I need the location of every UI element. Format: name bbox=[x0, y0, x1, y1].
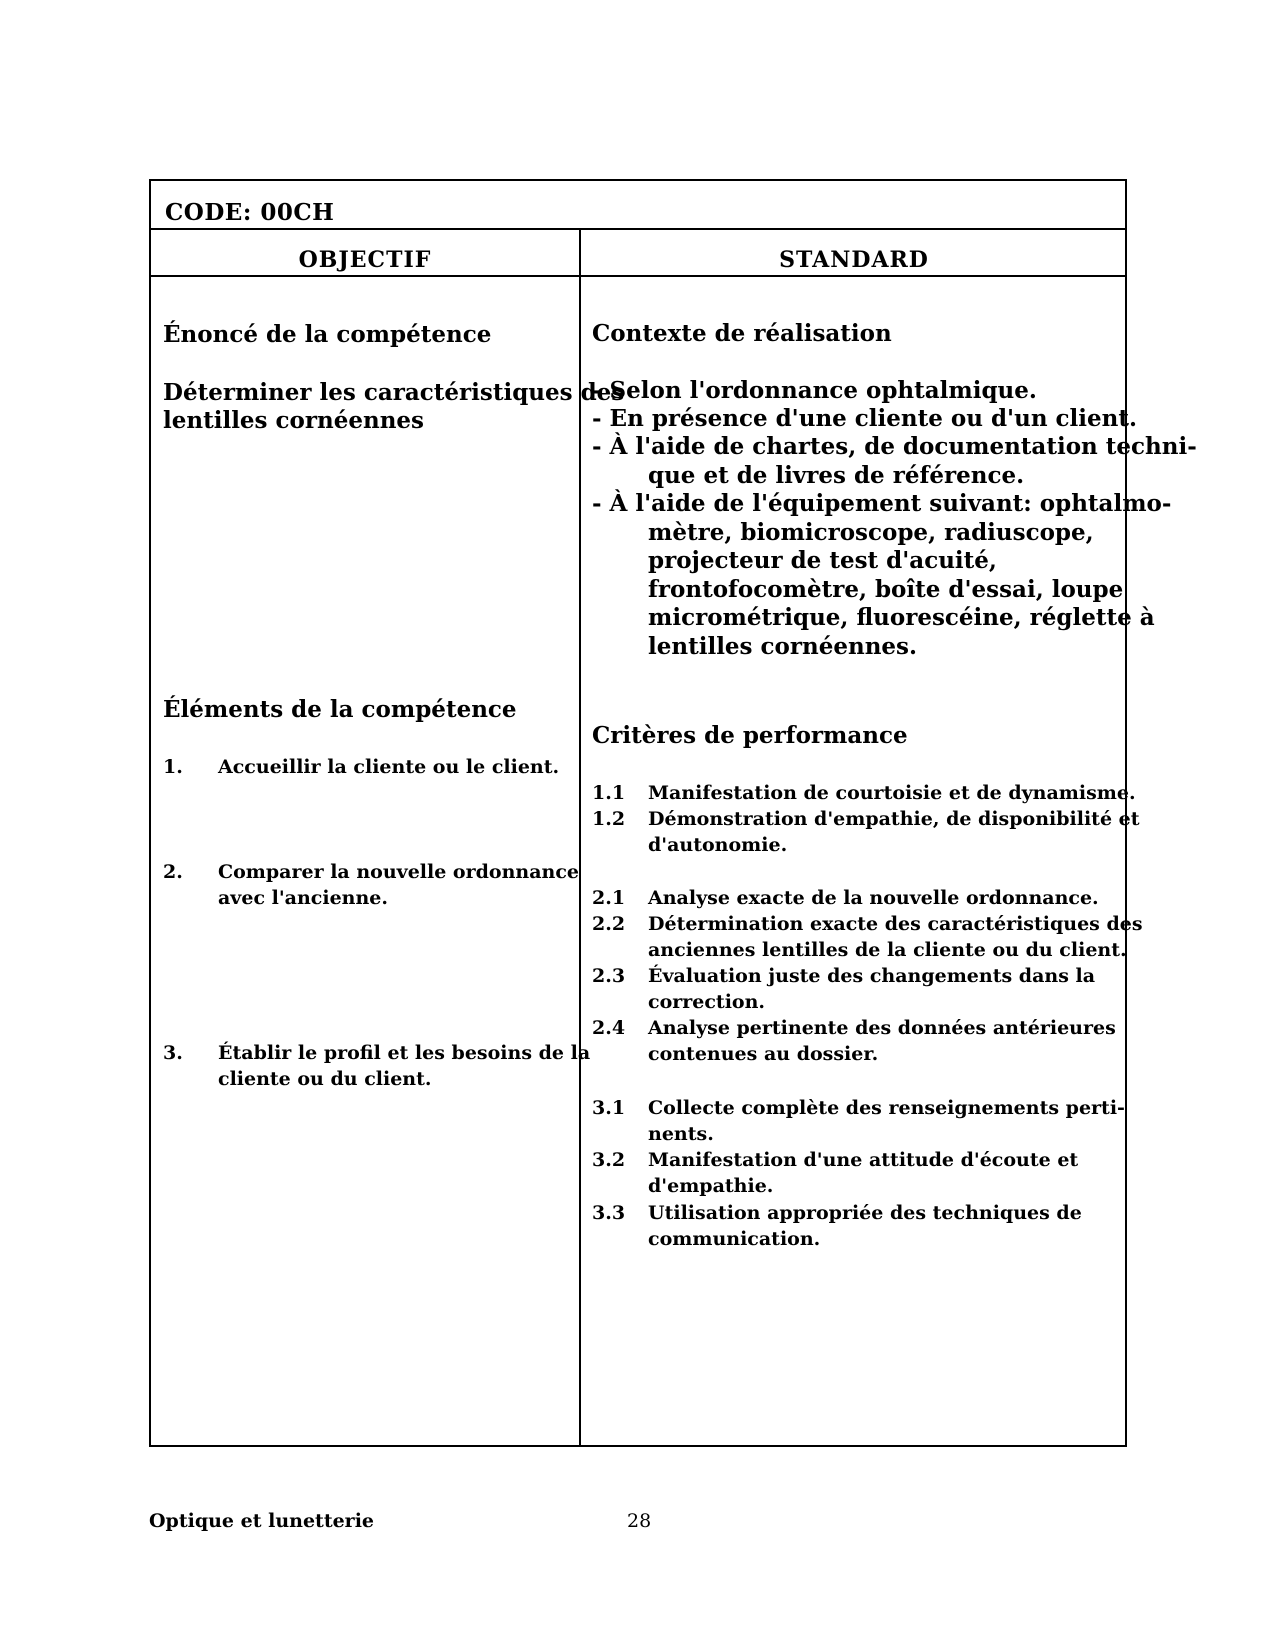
critere-3-3-line-1: Utilisation appropriée des techniques de bbox=[648, 1202, 1082, 1224]
contexte-line-9: micrométrique, fluorescéine, réglette à bbox=[648, 604, 1155, 631]
standard-header: STANDARD bbox=[779, 247, 929, 273]
element-3-line-1: Établir le profil et les besoins de la bbox=[218, 1042, 591, 1064]
enonce-line-2: lentilles cornéennes bbox=[163, 407, 424, 434]
contexte-line-8: frontofocomètre, boîte d'essai, loupe bbox=[648, 576, 1124, 603]
contexte-line-1: - Selon l'ordonnance ophtalmique. bbox=[592, 377, 1037, 404]
critere-3-2-num: 3.2 bbox=[592, 1149, 626, 1171]
code-row bbox=[151, 181, 1125, 230]
elements-title: Éléments de la compétence bbox=[163, 696, 517, 723]
critere-1-2-line-1: Démonstration d'empathie, de disponibilité et bbox=[648, 808, 1140, 830]
critere-2-3-num: 2.3 bbox=[592, 965, 626, 987]
element-1-line-1: Accueillir la cliente ou le client. bbox=[218, 756, 560, 778]
critere-2-4-line-2: contenues au dossier. bbox=[648, 1043, 879, 1065]
critere-1-2-num: 1.2 bbox=[592, 808, 626, 830]
element-3-line-2: cliente ou du client. bbox=[218, 1068, 432, 1090]
critere-2-2-line-2: anciennes lentilles de la cliente ou du client. bbox=[648, 939, 1127, 961]
contexte-line-4: que et de livres de référence. bbox=[648, 462, 1025, 489]
contexte-line-2: - En présence d'une cliente ou d'un client. bbox=[592, 405, 1138, 432]
contexte-line-5: - À l'aide de l'équipement suivant: ophtalmo- bbox=[592, 490, 1172, 517]
critere-3-2-line-2: d'empathie. bbox=[648, 1175, 774, 1197]
footer-program: Optique et lunetterie bbox=[149, 1510, 375, 1532]
header-row bbox=[151, 230, 1125, 277]
critere-1-1-num: 1.1 bbox=[592, 782, 626, 804]
critere-2-3-line-1: Évaluation juste des changements dans la bbox=[648, 965, 1096, 987]
critere-3-1-line-1: Collecte complète des renseignements perti- bbox=[648, 1097, 1125, 1119]
contexte-line-10: lentilles cornéennes. bbox=[648, 633, 918, 660]
enonce-title: Énoncé de la compétence bbox=[163, 321, 492, 348]
page-number: 28 bbox=[627, 1510, 652, 1532]
critere-2-4-num: 2.4 bbox=[592, 1017, 626, 1039]
critere-2-3-line-2: correction. bbox=[648, 991, 766, 1013]
enonce-line-1: Déterminer les caractéristiques des bbox=[163, 379, 625, 406]
critere-3-1-num: 3.1 bbox=[592, 1097, 626, 1119]
element-3-num: 3. bbox=[163, 1042, 183, 1064]
critere-1-2-line-2: d'autonomie. bbox=[648, 834, 788, 856]
contexte-line-3: - À l'aide de chartes, de documentation techni- bbox=[592, 433, 1197, 460]
critere-2-1-line-1: Analyse exacte de la nouvelle ordonnance. bbox=[648, 887, 1099, 909]
critere-2-4-line-1: Analyse pertinente des données antérieures bbox=[648, 1017, 1116, 1039]
objectif-header: OBJECTIF bbox=[298, 247, 432, 273]
critere-1-1-line-1: Manifestation de courtoisie et de dynamisme. bbox=[648, 782, 1136, 804]
column-divider bbox=[579, 230, 581, 1445]
critere-3-3-num: 3.3 bbox=[592, 1202, 626, 1224]
critere-2-2-num: 2.2 bbox=[592, 913, 626, 935]
critere-3-2-line-1: Manifestation d'une attitude d'écoute et bbox=[648, 1149, 1079, 1171]
element-1-num: 1. bbox=[163, 756, 183, 778]
critere-2-2-line-1: Détermination exacte des caractéristiques des bbox=[648, 913, 1143, 935]
critere-2-1-num: 2.1 bbox=[592, 887, 626, 909]
element-2-line-2: avec l'ancienne. bbox=[218, 887, 388, 909]
critere-3-3-line-2: communication. bbox=[648, 1228, 821, 1250]
contexte-line-7: projecteur de test d'acuité, bbox=[648, 547, 997, 574]
contexte-title: Contexte de réalisation bbox=[592, 320, 892, 347]
criteres-title: Critères de performance bbox=[592, 722, 908, 749]
code-label: CODE: 00CH bbox=[165, 199, 335, 226]
contexte-line-6: mètre, biomicroscope, radiuscope, bbox=[648, 519, 1094, 546]
element-2-num: 2. bbox=[163, 861, 183, 883]
element-2-line-1: Comparer la nouvelle ordonnance bbox=[218, 861, 579, 883]
critere-3-1-line-2: nents. bbox=[648, 1123, 714, 1145]
